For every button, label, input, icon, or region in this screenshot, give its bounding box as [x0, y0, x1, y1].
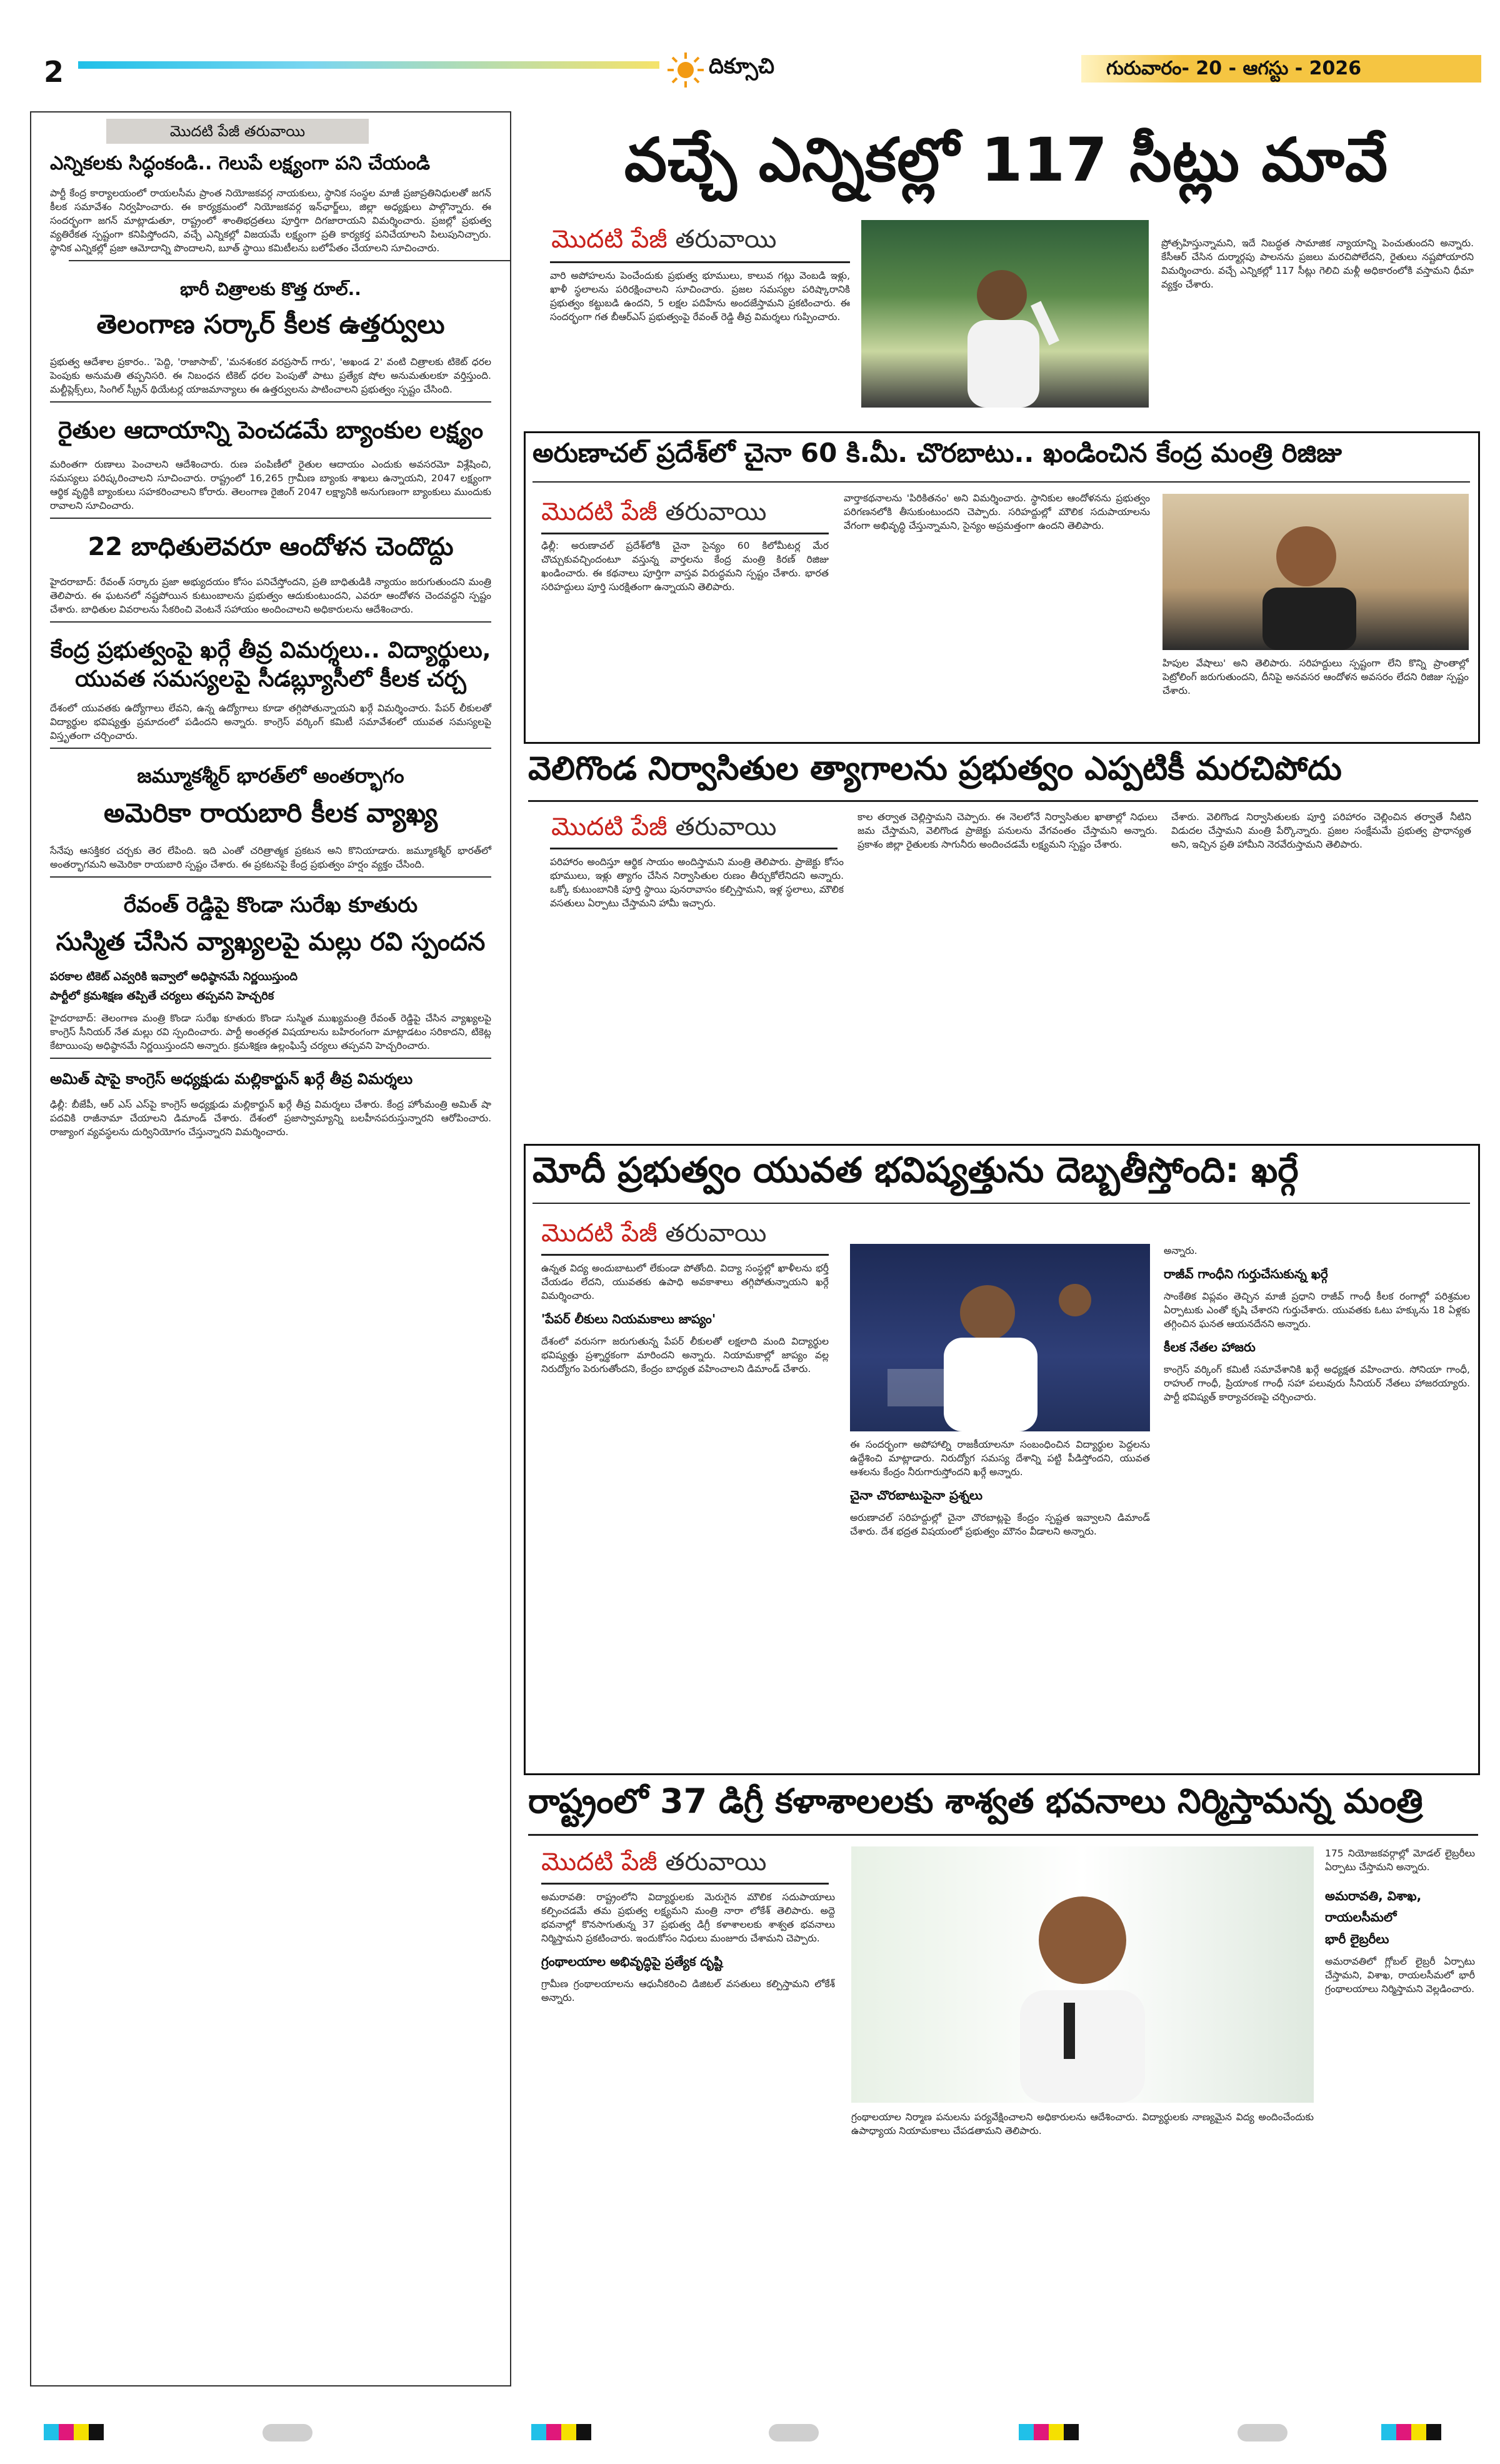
left-s7-title: సుస్మిత చేసిన వ్యాఖ్యలపై మల్లు రవి స్పందన — [56, 928, 486, 956]
left-s6-body: సేనేపు ఆసక్తికర చర్చకు తెర లేపింది. ఇది ఎంతో చరిత్రాత్మక ప్రకటన అని కొనియాడారు. జమ్మూకశ్మీర్ భారత్‌లో అంతర్భాగమని అమెరికా రాయబారి స్పష్టం చేశారు. ఈ ప్రకటనపై కేంద్ర ప్రభుత్వం హర్షం వ్యక్తం చేసింది. — [50, 845, 491, 870]
story3-body-c: చేశారు. వెలిగొండ నిర్వాసితులకు పూర్తి పరిహారం చెల్లించిన తర్వాతే నీటిని విడుదల చేస్తామని మంత్రి పేర్కొన్నారు. ప్రజల సంక్షేమమే ప్రభుత్వ ప్రాధాన్యత అని, ఇచ్చిన ప్రతి హామీని నెరవేరుస్తామని తెలిపారు. — [1171, 811, 1471, 850]
story5-tag-tail: తరువాయి — [657, 1848, 767, 1876]
story5-tag-main: మొదటి పేజీ — [541, 1848, 658, 1876]
story3-body-b: కాల తర్వాత చెల్లిస్తామని చెప్పారు. ఈ నెలలోనే నిర్వాసితుల ఖాతాల్లో నిధులు జమ చేస్తామని, వెలిగొండ ప్రాజెక్టు పనులను వేగవంతం చేస్తామని అన్నారు. ప్రకాశం జిల్లా రైతులకు సాగునీరు అందించడమే లక్ష్యమని స్పష్టం చేశారు. — [858, 811, 1158, 850]
story2-rule — [532, 481, 1470, 483]
lead-tag-main: మొదటి పేజీ — [551, 225, 668, 254]
story5-rule — [528, 1834, 1478, 1836]
story4-col-b — [850, 1438, 1150, 1763]
date-line: గురువారం- 20 - ఆగస్టు - 2026 — [1106, 58, 1362, 79]
story2-tag-underline — [541, 533, 829, 534]
story2-tag-main: మొదటి పేజీ — [541, 498, 658, 526]
left-s1-title: ఎన్నికలకు సిద్ధంకండి.. గెలుపే లక్ష్యంగా పని చేయండి — [50, 153, 431, 174]
left-s5-body: దేశంలో యువతకు ఉద్యోగాలు లేవని, ఉన్న ఉద్యోగాలు కూడా తగ్గిపోతున్నాయని ఖర్గే విమర్శించారు. పేపర్ లీకులతో విద్యార్థుల భవిష్యత్తు ప్రమాదంలో పడిందని అన్నారు. కాంగ్రెస్ వర్కింగ్ కమిటీ సమావేశంలో యువత సమస్యలపై విస్తృతంగా చర్చించారు. — [50, 703, 491, 741]
story2-body-c: హిపుల వేషాలు' అని తెలిపారు. సరిహద్దులు స్పష్టంగా లేని కొన్ని ప్రాంతాల్లో పెట్రోలింగ్ జరుగుతుందని, దీనిపై అనవసర ఆందోళన అవసరం లేదని రిజిజు స్పష్టం చేశారు. — [1162, 658, 1469, 696]
minister-portrait-icon — [1162, 494, 1469, 650]
color-bar-1 — [44, 2424, 104, 2440]
story4-body-a2: దేశంలో వరుసగా జరుగుతున్న పేపర్ లీకులతో లక్షలాది మంది విద్యార్థుల భవిష్యత్తు ప్రశ్నార్థకంగా మారిందని అన్నారు. నియామకాల్లో జాప్యం వల్ల నిరుద్యోగం పెరుగుతోందని, కేంద్రం బాధ్యత వహించాలని డిమాండ్ చేశారు. — [541, 1336, 829, 1375]
left-s7-deck2: పార్టీలో క్రమశిక్షణ తప్పితే చర్యలు తప్పవని హెచ్చరిక — [50, 989, 274, 1003]
story2-body-a: ఢిల్లీ: అరుణాచల్ ప్రదేశ్‌లోకి చైనా సైన్యం 60 కిలోమీటర్ల మేర చొచ్చుకువచ్చిందంటూ వస్తున్న వార్తలను కేంద్ర మంత్రి కిరణ్ రిజిజు ఖండించారు. ఈ కథనాలు పూర్తిగా వాస్తవ విరుద్ధమని స్పష్టం చేశారు. భారత సరిహద్దులు పూర్తి సురక్షితంగా ఉన్నాయని తెలిపారు. — [541, 540, 829, 593]
story4-col-a — [541, 1261, 829, 1761]
left-column — [30, 111, 511, 2386]
story4-tag — [541, 1219, 766, 1254]
story5-sub-lib: భారీ లైబ్రరీలు — [1325, 1931, 1389, 1946]
page-number: 2 — [44, 55, 64, 89]
lead-body-a: వారి అపోహలను పెంచేందుకు ప్రభుత్వ భూములు, కాలువ గట్లు వెంబడి ఇళ్లు, ఖాళీ స్థలాలను పరిరక్షించాలని సూచించారు. ప్రజల సమస్యల పరిష్కారానికి ప్రభుత్వం కట్టుబడి ఉందని, 5 లక్షల పదిహేను అందజేస్తామని ప్రకటించారు. ఈ సందర్భంగా గత బీఆర్ఎస్ ప్రభుత్వంపై రేవంత్ రెడ్డి తీవ్ర విమర్శలు గుప్పించారు. — [550, 270, 850, 323]
top-left-band — [78, 61, 659, 69]
newspaper-logo — [664, 49, 814, 93]
story4-rule — [532, 1203, 1470, 1204]
story5-body-c: 175 నియోజకవర్గాల్లో మోడల్ లైబ్రరీలు ఏర్పాటు చేస్తామని అన్నారు. — [1325, 1848, 1475, 1873]
story2-photo — [1162, 494, 1469, 650]
left-s2-body: ప్రభుత్వ ఆదేశాల ప్రకారం.. 'పెద్ది, 'రాజాసాబ్', 'మనశంకర వరప్రసాద్ గారు', 'అఖండ 2' వంటి చిత్రాలకు టికెట్ ధరల పెంపుకు అనుమతి తప్పనిసరి. ఈ నిబంధన టికెట్ ధరల పెంపుతో పాటు ప్రత్యేక షోల అనుమతులకూ వర్తిస్తుంది. మల్టీప్లెక్స్‌లు, సింగిల్ స్క్రీన్ థియేటర్ల యాజమాన్యాలు ఈ ఉత్తర్వులను పాటించాలని ప్రభుత్వం స్పష్టం చేసింది. — [50, 356, 491, 395]
story4-tag-main: మొదటి పేజీ — [541, 1219, 658, 1248]
story5-sub-a: గ్రంథాలయాల అభివృద్ధిపై ప్రత్యేక దృష్టి — [541, 1954, 723, 1969]
story4-tag-tail: తరువాయి — [657, 1219, 767, 1248]
registration-pill-2 — [769, 2424, 819, 2441]
story4-sub-a: 'పేపర్ లీకులు నియమకాలు జాప్యం' — [541, 1311, 716, 1326]
story5-tag — [541, 1848, 766, 1883]
color-bar-4 — [1381, 2424, 1441, 2440]
story5-tag-underline — [541, 1883, 829, 1885]
story5-sub-places: అమరావతి, విశాఖ, రాయలసీమలో — [1325, 1888, 1422, 1925]
story4-body-c3: కాంగ్రెస్ వర్కింగ్ కమిటీ సమావేశానికి ఖర్గే అధ్యక్షత వహించారు. సోనియా గాంధీ, రాహుల్ గాంధీ, ప్రియాంక గాంధీ సహా పలువురు సీనియర్ నేతలు హాజరయ్యారు. పార్టీ భవిష్యత్ కార్యాచరణపై చర్చించారు. — [1164, 1364, 1470, 1403]
story3-body-a: పరిహారం అందిస్తూ ఆర్థిక సాయం అందిస్తామని మంత్రి తెలిపారు. ప్రాజెక్టు కోసం భూములు, ఇళ్లు త్యాగం చేసిన నిర్వాసితుల రుణం తీర్చుకోలేనిదని అన్నారు. ఒక్కో కుటుంబానికి పూర్తి స్థాయి పునరావాసం కల్పిస్తామని, ఇళ్ల స్థలాలు, మౌలిక వసతులు ఏర్పాటు చేస్తామని హామీ ఇచ్చారు. — [550, 856, 844, 909]
left-s6-kicker: జమ్మూకశ్మీర్ భారత్‌లో అంతర్భాగం — [137, 764, 404, 788]
left-s7-body: హైదరాబాద్: తెలంగాణ మంత్రి కొండా సురేఖ కూతురు కొండా సుస్మిత ముఖ్యమంత్రి రేవంత్ రెడ్డిపై చేసిన వ్యాఖ్యలపై కాంగ్రెస్ సీనియర్ నేత మల్లు రవి స్పందించారు. పార్టీ అంతర్గత విషయాలను బహిరంగంగా మాట్లాడటం సరికాదని, టికెట్ల కేటాయింపు అధిష్ఠానమే నిర్ణయిస్తుందని అన్నారు. క్రమశిక్షణ ఉల్లంఘిస్తే చర్యలు తప్పవని హెచ్చరించారు. — [50, 1013, 491, 1051]
logo-text: దిక్సూచి — [709, 54, 774, 79]
story3-tag-main: మొదటి పేజీ — [551, 813, 668, 841]
story4-body-b2: అరుణాచల్ సరిహద్దుల్లో చైనా చొరబాట్లపై కేంద్రం స్పష్టత ఇవ్వాలని డిమాండ్ చేశారు. దేశ భద్రత విషయంలో ప్రభుత్వం మౌనం వీడాలని అన్నారు. — [850, 1512, 1150, 1537]
color-bar-2 — [531, 2424, 591, 2440]
kharge-speaking-icon — [850, 1244, 1150, 1431]
left-s1-body: పార్టీ కేంద్ర కార్యాలయంలో రాయలసీమ ప్రాంత నియోజకవర్గ నాయకులు, స్థానిక సంస్థల మాజీ ప్రజాప్రతినిధులతో జగన్ కీలక సమావేశం నిర్వహించారు. ఈ కార్యక్రమంలో నియోజకవర్గ ఇన్‌ఛార్జ్‌లు, జిల్లా అధ్యక్షులు పాల్గొన్నారు. ఈ సందర్భంగా జగన్ మాట్లాడుతూ, రాష్ట్రంలో శాంతిభద్రతలు పూర్తిగా దిగజారాయని విమర్శించారు. ప్రజల్లో ప్రభుత్వ వ్యతిరేకత స్పష్టంగా కనిపిస్తోందని, వచ్చే ఎన్నికల్లో విజయమే లక్ష్యంగా ప్రతి కార్యకర్త పనిచేయాలని పిలుపునిచ్చారు. స్థానిక ఎన్నికల్లో ప్రజా ఆమోదాన్ని పొందాలని, బూత్ స్థాయి కమిటీలను బలోపేతం చేయాలని సూచించారు. — [50, 188, 491, 254]
story5-body-c2: అమరావతిలో గ్లోబల్ లైబ్రరీ ఏర్పాటు చేస్తామని, విశాఖ, రాయలసీమలో భారీ గ్రంథాలయాలు నిర్మిస్తామని వెల్లడించారు. — [1325, 1956, 1475, 1995]
backdrop-text — [864, 1859, 883, 1915]
story2-tag — [541, 498, 766, 533]
story5-body-a: అమరావతి: రాష్ట్రంలోని విద్యార్థులకు మెరుగైన మౌలిక సదుపాయాలు కల్పించడమే తమ ప్రభుత్వ లక్ష్యమని మంత్రి నారా లోకేశ్ తెలిపారు. అద్దె భవనాల్లో కొనసాగుతున్న 37 ప్రభుత్వ డిగ్రీ కళాశాలలకు శాశ్వత భవనాలు నిర్మిస్తామని ప్రకటించారు. ఇందుకోసం నిధులు మంజూరు చేశామని చెప్పారు. — [541, 1891, 835, 1944]
masthead — [0, 0, 1500, 88]
story4-body-c2: సాంకేతిక విప్లవం తెచ్చిన మాజీ ప్రధాని రాజీవ్ గాంధీ కీలక రంగాల్లో పరిశ్రమల ఏర్పాటుకు ఎంతో కృషి చేశారని గుర్తుచేశారు. యువతకు ఓటు హక్కును 18 ఏళ్లకు తగ్గించిన ఘనత ఆయనదేనని అన్నారు. — [1164, 1291, 1470, 1330]
story4-tag-underline — [541, 1254, 829, 1256]
lead-headline: వచ్చే ఎన్నికల్లో 117 సీట్లు మావే — [624, 125, 1389, 195]
logo-sun-icon — [664, 51, 708, 89]
left-s3-title: రైతుల ఆదాయాన్ని పెంచడమే బ్యాంకుల లక్ష్యం — [58, 416, 484, 444]
story4-body-b: ఈ సందర్భంగా అపోహాల్ని రాజకీయాలనూ సంబంధించిన విద్యార్థుల పెద్దలను ఉద్దేశించి మాట్లాడారు. నిరుద్యోగ సమస్య దేశాన్ని పట్టి పీడిస్తోందని, యువత ఆశలను కేంద్రం నీరుగారుస్తోందని ఖర్గే అన్నారు. — [850, 1439, 1150, 1478]
left-s8-title: అమిత్ షాపై కాంగ్రెస్ అధ్యక్షుడు మల్లికార్జున్ ఖర్గే తీవ్ర విమర్శలు — [50, 1070, 413, 1088]
left-s5-title: కేంద్ర ప్రభుత్వంపై ఖర్గే తీవ్ర విమర్శలు.. విద్యార్థులు, యువత సమస్యలపై సీడబ్ల్యూసీలో కీలక చర్చ — [50, 638, 491, 692]
story2-headline: అరుణాచల్ ప్రదేశ్‌లో చైనా 60 కి.మీ. చొరబాటు.. ఖండించిన కేంద్ర మంత్రి రిజిజు — [532, 438, 1342, 468]
left-s2-title: తెలంగాణ సర్కార్ కీలక ఉత్తర్వులు — [96, 309, 445, 339]
minister-portrait-icon — [851, 1846, 1314, 2103]
registration-pill-1 — [262, 2424, 312, 2441]
story4-body-c: అన్నారు. — [1164, 1245, 1198, 1256]
story4-sub-b: చైనా చొరబాటుపైనా ప్రశ్నలు — [850, 1488, 983, 1503]
lead-tag-underline — [550, 261, 850, 263]
story4-photo — [850, 1244, 1150, 1431]
story3-tag — [551, 813, 776, 848]
lead-tag-tail: తరువాయి — [667, 225, 777, 254]
left-s2-kicker: భారీ చిత్రాలకు కొత్త రూల్.. — [180, 279, 361, 299]
story4-sub-d: కీలక నేతల హాజరు — [1164, 1340, 1256, 1355]
left-s6-title: అమెరికా రాయబారి కీలక వ్యాఖ్య — [104, 798, 438, 828]
left-s4-title: 22 బాధితులెవరూ ఆందోళన చెందొద్దు — [88, 533, 454, 561]
story5-body-a2: గ్రామీణ గ్రంథాలయాలను ఆధునీకరించి డిజిటల్ వసతులు కల్పిస్తామని లోకేశ్ అన్నారు. — [541, 1978, 835, 2003]
left-tag: మొదటి పేజీ తరువాయి — [106, 119, 369, 144]
leader-silhouette-icon — [861, 220, 1149, 408]
story3-headline: వెలిగొండ నిర్వాసితుల త్యాగాలను ప్రభుత్వం ఎప్పటికీ మరచిపోదు — [528, 750, 1342, 788]
story5-headline: రాష్ట్రంలో 37 డిగ్రీ కళాశాలలకు శాశ్వత భవనాలు నిర్మిస్తామన్న మంత్రి — [528, 1781, 1423, 1821]
story4-col-c — [1164, 1244, 1470, 1763]
registration-pill-3 — [1238, 2424, 1288, 2441]
left-s3-body: మరింతగా రుణాలు పెంచాలని ఆదేశించారు. రుణ పంపిణీలో రైతుల ఆదాయం ఎందుకు అవసరమో విశ్లేషించి, సమస్యలు పరిష్కరించాలని సూచించారు. రాష్ట్రంలో 16,265 గ్రామీణ బ్యాంకు శాఖలు ఉన్నాయని, 2047 లక్ష్యంగా ఆర్థిక వృద్ధికి బ్యాంకులు సహకరించాలని కోరారు. తెలంగాణ రైజింగ్ 2047 లక్ష్యానికి అనుగుణంగా బ్యాంకులు ముందుకు రావాలని సూచించారు. — [50, 459, 491, 511]
left-s4-body: హైదరాబాద్: రేవంత్ సర్కారు ప్రజా అభ్యుదయం కోసం పనిచేస్తోందని, ప్రతి బాధితుడికి న్యాయం జరుగుతుందని మంత్రి తెలిపారు. ఈ ఘటనలో నష్టపోయిన కుటుంబాలను ప్రభుత్వం ఆదుకుంటుందని, ఎవరూ ఆందోళన చెందవద్దని స్పష్టం చేశారు. బాధితుల వివరాలను సేకరించి వెంటనే సహాయం అందించాలని అధికారులను ఆదేశించారు. — [50, 576, 491, 615]
story3-tag-tail: తరువాయి — [667, 813, 777, 841]
left-s7-kicker: రేవంత్ రెడ్డిపై కొండా సురేఖ కూతురు — [123, 893, 418, 918]
lead-tag — [551, 225, 776, 260]
story2-tag-tail: తరువాయి — [657, 498, 767, 526]
story4-body-a: ఉన్నత విద్య అందుబాటులో లేకుండా పోతోంది. విద్యా సంస్థల్లో ఖాళీలను భర్తీ చేయడం లేదని, యువతకు ఉపాధి అవకాశాలు తగ్గిపోతున్నాయని ఖర్గే విమర్శించారు. — [541, 1263, 829, 1301]
story5-body-b: గ్రంథాలయాల నిర్మాణ పనులను పర్యవేక్షించాలని అధికారులను ఆదేశించారు. విద్యార్థులకు నాణ్యమైన విద్య అందించేందుకు ఉపాధ్యాయ నియామకాలు చేపడతామని తెలిపారు. — [851, 2111, 1314, 2136]
lead-photo — [861, 220, 1149, 408]
story5-photo — [851, 1846, 1314, 2103]
story4-headline: మోదీ ప్రభుత్వం యువత భవిష్యత్తును దెబ్బతీస్తోంది: ఖర్గే — [532, 1150, 1299, 1191]
story2-body-b: వార్తాకథనాలను 'పిరికితనం' అని విమర్శించారు. స్థానికుల ఆందోళనను ప్రభుత్వం పరిగణనలోకి తీసుకుంటుందని చెప్పారు. సరిహద్దుల్లో మౌలిక సదుపాయాలను వేగంగా అభివృద్ధి చేస్తున్నామని, సైన్యం అప్రమత్తంగా ఉందని తెలిపారు. — [844, 493, 1150, 531]
left-s8-body: ఢిల్లీ: బీజేపీ, ఆర్ ఎస్ ఎస్‌పై కాంగ్రెస్ అధ్యక్షుడు మల్లికార్జున్ ఖర్గే తీవ్ర విమర్శలు చేశారు. కేంద్ర హోంమంత్రి అమిత్ షా పదవికి రాజీనామా చేయాలని డిమాండ్ చేశారు. దేశంలో ప్రజాస్వామ్యాన్ని బలహీనపరుస్తున్నారని ఆరోపించారు. రాజ్యాంగ వ్యవస్థలను దుర్వినియోగం చేస్తున్నారని విమర్శించారు. — [50, 1099, 491, 1138]
color-bar-3 — [1019, 2424, 1079, 2440]
story3-rule — [528, 800, 1478, 802]
lead-body-b: ప్రోత్సహిస్తున్నామని, ఇదే నిబద్ధత సామాజిక న్యాయాన్ని పెంచుతుందని అన్నారు. కేసీఆర్ చేసిన దుర్మార్గపు పాలనను ప్రజలు మరచిపోలేదని, రైతులు నష్టపోయారని విమర్శించారు. వచ్చే ఎన్నికల్లో 117 సీట్లు గెలిచి మళ్లీ అధికారంలోకి వస్తామని ధీమా వ్యక్తం చేశారు. — [1161, 238, 1474, 290]
story5-col-a — [541, 1890, 835, 2390]
story4-sub-c: రాజీవ్ గాంధీని గుర్తుచేసుకున్న ఖర్గే — [1164, 1266, 1328, 1281]
story5-col-c — [1325, 1846, 1475, 2384]
story3-tag-underline — [550, 848, 838, 849]
left-s7-deck1: పరకాల టికెట్ ఎవ్వరికి ఇవ్వాలో అధిష్ఠానమే నిర్ణయిస్తుంది — [50, 970, 298, 983]
